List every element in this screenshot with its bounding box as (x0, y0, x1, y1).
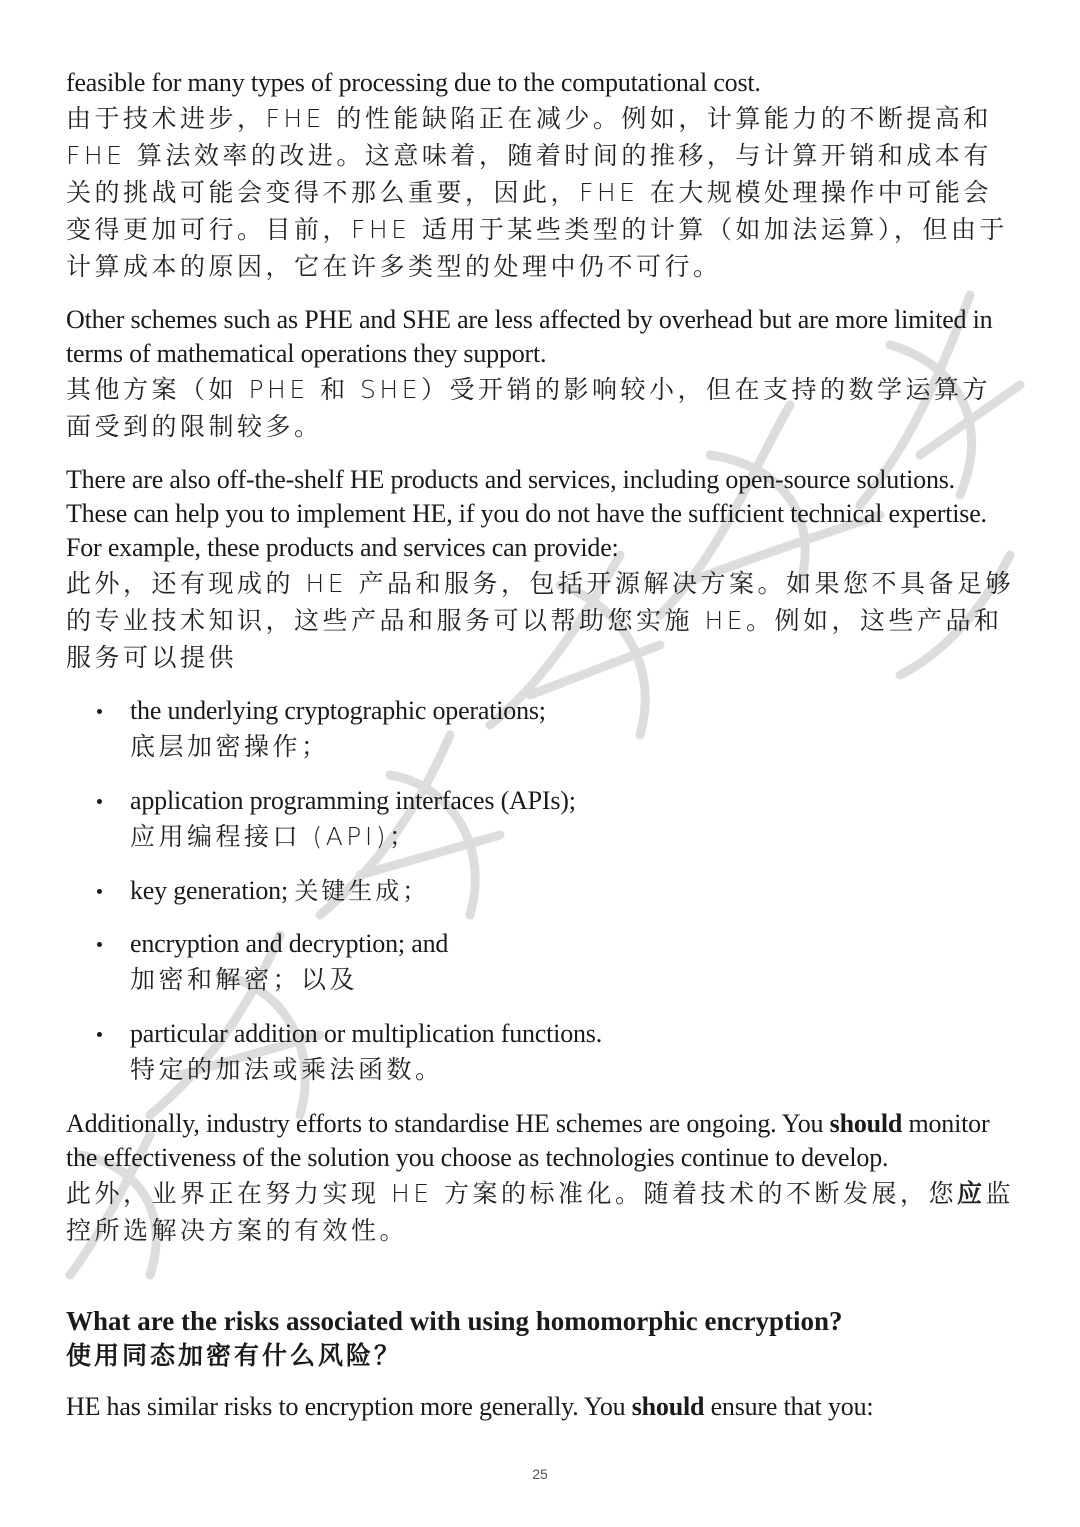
list-item-zh: 底层加密操作； (130, 732, 330, 761)
paragraph-standardisation (66, 1107, 1016, 1249)
list-item-zh: 应用编程接口 (API)； (130, 822, 418, 851)
paragraph-en (66, 1107, 1016, 1175)
list-item (130, 694, 1016, 765)
paragraph-off-the-shelf (66, 463, 1016, 676)
text-run: HE has similar risks to encryption more generally. You (66, 1392, 632, 1421)
text-run: 此外，业界正在努力实现 HE 方案的标准化。随着技术的不断发展，您 (66, 1179, 957, 1208)
emphasis-should: should (631, 1392, 705, 1421)
list-item-zh: 加密和解密；以及 (130, 965, 359, 994)
list-item-en: encryption and decryption; and (130, 929, 449, 958)
text-run: monitor the effectiveness of the solution you choose as technologies continue to develop. (66, 1109, 990, 1172)
paragraph-zh (66, 1175, 1016, 1249)
section-heading: What are the risks associated with using homomorphic encryption? (66, 1306, 843, 1336)
paragraph-en: feasible for many types of processing due to the computational cost. (66, 68, 761, 97)
paragraph-zh: 其他方案（如 PHE 和 SHE）受开销的影响较小，但在支持的数学运算方面受到的限制较多。 (66, 375, 991, 441)
list-item-en: the underlying cryptographic operations; (130, 696, 546, 725)
bullet-icon (97, 889, 102, 894)
emphasis-should: should (829, 1109, 903, 1138)
text-run: ensure that you: (704, 1392, 874, 1421)
bullet-icon (97, 709, 102, 714)
bullet-icon (97, 1032, 102, 1037)
list-item-zh: 特定的加法或乘法函数。 (130, 1055, 444, 1084)
paragraph-zh: 此外，还有现成的 HE 产品和服务，包括开源解决方案。如果您不具备足够的专业技术知识，这些产品和服务可以帮助您实施 HE。例如，这些产品和服务可以提供 (66, 569, 1014, 672)
text-run: 监控所选解决方案的有效性。 (66, 1179, 1015, 1245)
list-item (130, 874, 1016, 908)
bullet-icon (97, 799, 102, 804)
list-item (130, 1017, 1016, 1088)
text-run: Additionally, industry efforts to standardise HE schemes are ongoing. You (66, 1109, 830, 1138)
paragraph-zh: 由于技术进步，FHE 的性能缺陷正在减少。例如，计算能力的不断提高和 FHE 算法效率的改进。这意味着，随着时间的推移，与计算开销和成本有关的挑战可能会变得不那么重要，因此，FHE 在大规模处理操作中可能会变得更加可行。目前，FHE 适用于某些类型的计算（如加法运算），但由于计算成本的原因，它在许多类型的处理中仍不可行。 (66, 104, 1008, 281)
list-item-en: particular addition or multiplication functions. (130, 1019, 603, 1048)
list-item (130, 927, 1016, 998)
paragraph-en: Other schemes such as PHE and SHE are less affected by overhead but are more limited in terms of mathematical operations they support. (66, 305, 993, 368)
emphasis-should-zh: 应 (957, 1179, 986, 1208)
capabilities-list (66, 694, 1016, 1088)
list-item-zh: 关键生成； (294, 877, 430, 905)
paragraph-other-schemes (66, 303, 1016, 445)
paragraph-fhe-progress (66, 66, 1016, 285)
page-number: 25 (532, 1466, 548, 1482)
section-intro (66, 1390, 1016, 1424)
paragraph-en: There are also off-the-shelf HE products and services, including open-source solutions. These can help you to implement HE, if you do not have the sufficient technical expertise. For example, these products and services can provide: (66, 465, 987, 562)
list-item (130, 784, 1016, 855)
bullet-icon (97, 942, 102, 947)
list-item-en (130, 874, 1016, 908)
list-item-en: application programming interfaces (APIs); (130, 786, 576, 815)
document-page (66, 66, 1016, 1424)
section-heading-zh: 使用同态加密有什么风险？ (66, 1341, 403, 1370)
list-item-en-text: key generation; (130, 876, 288, 905)
